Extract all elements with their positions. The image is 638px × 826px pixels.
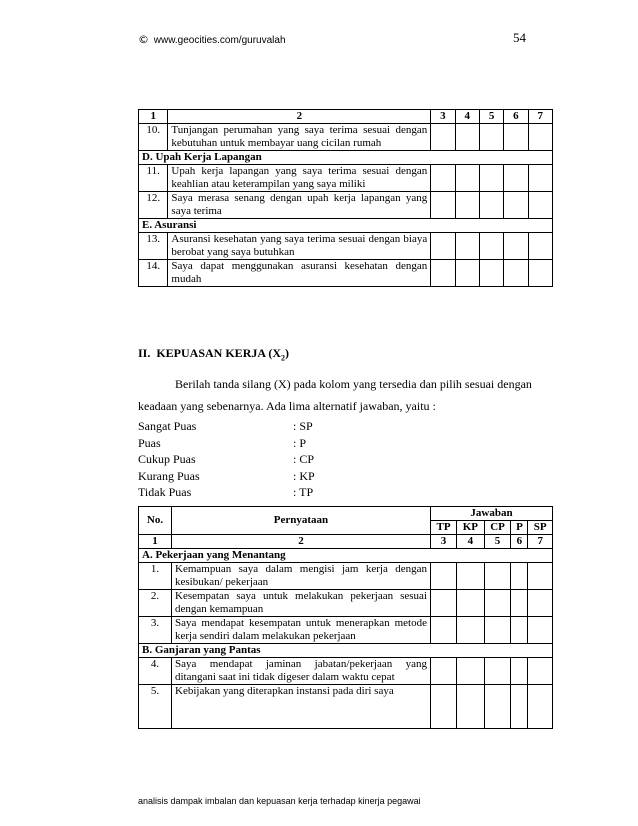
answer-box[interactable] xyxy=(457,590,485,617)
section-title-text: KEPUASAN KERJA (X xyxy=(156,346,282,360)
table1-header-cell: 7 xyxy=(528,110,552,124)
answer-box[interactable] xyxy=(528,617,553,644)
answer-box[interactable] xyxy=(479,260,503,287)
item-number: 5. xyxy=(139,685,172,729)
answer-box[interactable] xyxy=(431,617,457,644)
legend-code: : CP xyxy=(293,452,315,466)
answer-box[interactable] xyxy=(511,563,528,590)
item-number: 14. xyxy=(139,260,168,287)
answer-box[interactable] xyxy=(455,260,479,287)
item-number: 11. xyxy=(139,165,168,192)
site-url: www.geocities.com/guruvalah xyxy=(153,35,286,46)
answer-box[interactable] xyxy=(511,617,528,644)
answer-box[interactable] xyxy=(431,192,455,219)
column-header-no: No. xyxy=(139,507,172,535)
answer-box[interactable] xyxy=(484,658,511,685)
number-row xyxy=(139,535,553,549)
section-heading: B. Ganjaran yang Pantas xyxy=(139,644,553,658)
answer-box[interactable] xyxy=(431,124,455,151)
table1-header-cell: 4 xyxy=(455,110,479,124)
legend-code: : P xyxy=(293,435,307,450)
table-row xyxy=(139,165,553,192)
section-heading: A. Pekerjaan yang Menantang xyxy=(139,549,553,563)
answer-box[interactable] xyxy=(457,617,485,644)
answer-box[interactable] xyxy=(504,124,528,151)
answer-legend xyxy=(138,418,315,501)
item-statement: Kebijakan yang diterapkan instansi pada diri saya xyxy=(172,685,431,729)
section-row xyxy=(139,151,553,165)
page-header-left xyxy=(138,33,286,46)
questionnaire-table-1 xyxy=(138,109,553,287)
answer-code: SP xyxy=(528,521,553,535)
answer-box[interactable] xyxy=(504,260,528,287)
page-footer: analisis dampak imbalan dan kepuasan kerja terhadap kinerja pegawai xyxy=(138,796,421,806)
table1-header-cell: 2 xyxy=(168,110,431,124)
answer-box[interactable] xyxy=(528,260,552,287)
page-number: 54 xyxy=(513,30,526,45)
item-statement: Saya mendapat jaminan jabatan/pekerjaan yang ditangani saat ini tidak digeser dalam waktu cepat xyxy=(172,658,431,685)
answer-box[interactable] xyxy=(528,590,553,617)
column-number: 3 xyxy=(431,535,457,549)
table1-header-cell: 6 xyxy=(504,110,528,124)
answer-box[interactable] xyxy=(504,233,528,260)
item-statement: Saya dapat menggunakan asuransi kesehatan dengan mudah xyxy=(168,260,431,287)
table1-header-cell: 1 xyxy=(139,110,168,124)
answer-box[interactable] xyxy=(431,658,457,685)
answer-box[interactable] xyxy=(455,192,479,219)
table-row xyxy=(139,124,553,151)
answer-code: CP xyxy=(484,521,511,535)
instruction-line-2: keadaan yang sebenarnya. Ada lima alternatif jawaban, yaitu : xyxy=(138,399,436,413)
table-row xyxy=(139,617,553,644)
section-heading: E. Asuransi xyxy=(139,219,553,233)
table1-header-cell: 3 xyxy=(431,110,455,124)
answer-box[interactable] xyxy=(431,563,457,590)
legend-row xyxy=(138,435,315,452)
answer-box[interactable] xyxy=(511,590,528,617)
answer-box[interactable] xyxy=(528,658,553,685)
item-number: 10. xyxy=(139,124,168,151)
legend-label: Cukup Puas xyxy=(138,452,196,466)
table-row xyxy=(139,260,553,287)
legend-row xyxy=(138,484,315,501)
answer-box[interactable] xyxy=(457,685,485,729)
answer-box[interactable] xyxy=(528,233,552,260)
item-number: 3. xyxy=(139,617,172,644)
column-header-statement: Pernyataan xyxy=(172,507,431,535)
legend-row xyxy=(138,451,315,468)
section-roman: II. xyxy=(138,346,151,360)
column-number: 1 xyxy=(139,535,172,549)
item-statement: Kesempatan saya untuk melakukan pekerjaan sesuai dengan kemampuan xyxy=(172,590,431,617)
section-title-subscript: 2 xyxy=(281,353,286,363)
table1-header-cell: 5 xyxy=(479,110,503,124)
section-heading: D. Upah Kerja Lapangan xyxy=(139,151,553,165)
section-row xyxy=(139,644,553,658)
answer-box[interactable] xyxy=(431,590,457,617)
table1-header-row xyxy=(139,110,553,124)
answer-code: P xyxy=(511,521,528,535)
table-row xyxy=(139,233,553,260)
column-header-answer: Jawaban xyxy=(431,507,553,521)
answer-box[interactable] xyxy=(479,233,503,260)
answer-box[interactable] xyxy=(479,124,503,151)
answer-box[interactable] xyxy=(528,165,552,192)
answer-box[interactable] xyxy=(457,563,485,590)
section-row xyxy=(139,219,553,233)
item-number: 12. xyxy=(139,192,168,219)
table-row xyxy=(139,192,553,219)
table-row xyxy=(139,685,553,729)
answer-box[interactable] xyxy=(504,165,528,192)
answer-box[interactable] xyxy=(455,165,479,192)
table-row xyxy=(139,658,553,685)
answer-box[interactable] xyxy=(504,192,528,219)
item-statement: Upah kerja lapangan yang saya terima sesuai dengan keahlian atau keterampilan yang saya miliki xyxy=(168,165,431,192)
answer-box[interactable] xyxy=(431,165,455,192)
answer-box[interactable] xyxy=(528,563,553,590)
legend-label: Kurang Puas xyxy=(138,468,200,483)
answer-code: TP xyxy=(431,521,457,535)
table2-header-row xyxy=(139,507,553,521)
column-number: 2 xyxy=(172,535,431,549)
legend-label: Puas xyxy=(138,435,161,450)
answer-box[interactable] xyxy=(511,658,528,685)
copyright-symbol: © xyxy=(138,33,149,46)
questionnaire-table-2 xyxy=(138,506,553,729)
section-row xyxy=(139,549,553,563)
column-number: 6 xyxy=(511,535,528,549)
answer-box[interactable] xyxy=(528,685,553,729)
section-title xyxy=(138,346,289,362)
legend-code: : KP xyxy=(293,468,315,483)
answer-box[interactable] xyxy=(528,124,552,151)
answer-code: KP xyxy=(457,521,485,535)
table-row xyxy=(139,590,553,617)
item-number: 4. xyxy=(139,658,172,685)
instruction-line-1: Berilah tanda silang (X) pada kolom yang tersedia dan pilih sesuai dengan xyxy=(175,377,532,391)
column-number: 4 xyxy=(457,535,485,549)
item-statement: Kemampuan saya dalam mengisi jam kerja dengan kesibukan/ pekerjaan xyxy=(172,563,431,590)
column-number: 7 xyxy=(528,535,553,549)
answer-box[interactable] xyxy=(457,658,485,685)
legend-label: Tidak Puas xyxy=(138,485,192,499)
table-row xyxy=(139,563,553,590)
legend-code: : TP xyxy=(293,485,314,499)
answer-box[interactable] xyxy=(528,192,552,219)
item-statement: Saya merasa senang dengan upah kerja lapangan yang saya terima xyxy=(168,192,431,219)
legend-label: Sangat Puas xyxy=(138,419,197,433)
item-statement: Saya mendapat kesempatan untuk menerapkan metode kerja sendiri dalam melakukan pekerjaan xyxy=(172,617,431,644)
answer-box[interactable] xyxy=(484,685,511,729)
answer-box[interactable] xyxy=(511,685,528,729)
item-number: 13. xyxy=(139,233,168,260)
item-number: 1. xyxy=(139,563,172,590)
item-number: 2. xyxy=(139,590,172,617)
item-statement: Tunjangan perumahan yang saya terima sesuai dengan kebutuhan untuk membayar uang cicilan rumah xyxy=(168,124,431,151)
answer-box[interactable] xyxy=(479,165,503,192)
answer-box[interactable] xyxy=(484,617,511,644)
legend-row xyxy=(138,468,315,485)
section-title-end: ) xyxy=(285,346,290,360)
answer-box[interactable] xyxy=(431,260,455,287)
answer-box[interactable] xyxy=(431,685,457,729)
answer-box[interactable] xyxy=(455,233,479,260)
answer-box[interactable] xyxy=(431,233,455,260)
answer-box[interactable] xyxy=(455,124,479,151)
item-statement: Asuransi kesehatan yang saya terima sesuai dengan biaya berobat yang saya butuhkan xyxy=(168,233,431,260)
legend-row xyxy=(138,418,315,435)
answer-box[interactable] xyxy=(479,192,503,219)
answer-box[interactable] xyxy=(484,563,511,590)
answer-box[interactable] xyxy=(484,590,511,617)
legend-code: : SP xyxy=(293,419,313,433)
column-number: 5 xyxy=(484,535,511,549)
